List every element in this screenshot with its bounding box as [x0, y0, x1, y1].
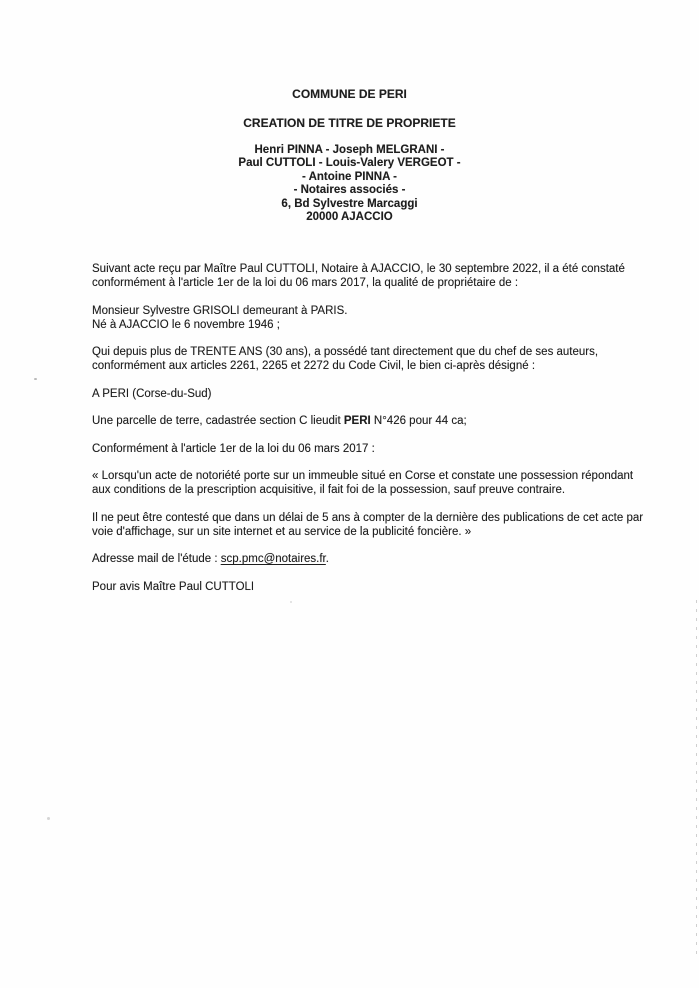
notary-office-block: [0, 144, 699, 224]
paragraph-proprietaire: [92, 305, 645, 333]
parcelle-text-before: Une parcelle de terre, cadastrée section C lieudit: [92, 415, 344, 428]
document-body: [92, 263, 645, 594]
scan-artifact-speck: [290, 601, 292, 603]
scan-artifact-edge-line: [696, 600, 697, 960]
notary-line: - Notaires associés -: [293, 184, 406, 197]
birth-line: Né à AJACCIO le 6 novembre 1946 ;: [92, 318, 280, 331]
paragraph-citation-2: Il ne peut être contesté que dans un délai de 5 ans à compter de la dernière des publications de cet acte par voie d'affichage, sur un site internet et au service de la publicité foncière. »: [92, 511, 644, 538]
scan-artifact-speck: [47, 817, 50, 820]
email-period: .: [325, 553, 329, 566]
paragraph-lieu: A PERI (Corse-du-Sud): [92, 387, 212, 400]
scan-artifact-speck: [34, 378, 37, 380]
paragraph-pour-avis: Pour avis Maître Paul CUTTOLI: [92, 580, 255, 593]
notary-city-line: 20000 AJACCIO: [306, 211, 393, 224]
owner-line: Monsieur Sylvestre GRISOLI demeurant à PARIS.: [92, 304, 348, 317]
document-header: [0, 0, 699, 224]
paragraph-acte-recu: Suivant acte reçu par Maître Paul CUTTOLI, Notaire à AJACCIO, le 30 septembre 2022, il a été constaté conformément à l'article 1er de la loi du 06 mars 2017, la qualité de propriétaire de :: [92, 263, 625, 290]
parcelle-lieudit: PERI: [343, 415, 371, 428]
document-title: CREATION DE TITRE DE PROPRIETE: [243, 115, 456, 130]
paragraph-possession: Qui depuis plus de TRENTE ANS (30 ans), a possédé tant directement que du chef de ses auteurs, conformément aux articles 2261, 2265 et 2272 du Code Civil, le bien ci-après désigné :: [92, 346, 599, 373]
paragraph-parcelle: [92, 415, 645, 429]
paragraph-citation-1: « Lorsqu'un acte de notoriété porte sur un immeuble situé en Corse et constate une possession répondant aux conditions de la prescription acquisitive, il fait foi de la possession, sauf preuve contraire.: [92, 470, 634, 497]
notary-address-line: 6, Bd Sylvestre Marcaggi: [281, 197, 418, 210]
email-link: scp.pmc@notaires.fr: [220, 553, 326, 566]
paragraph-email: [92, 553, 645, 567]
parcelle-text-after: N°426 pour 44 ca;: [370, 415, 467, 428]
commune-title: COMMUNE DE PERI: [292, 87, 407, 101]
notary-line: - Antoine PINNA -: [302, 170, 397, 183]
paragraph-conformement: Conformément à l'article 1er de la loi du 06 mars 2017 :: [92, 442, 375, 455]
email-label: Adresse mail de l'étude :: [92, 553, 221, 566]
notary-line: Henri PINNA - Joseph MELGRANI -: [254, 144, 445, 156]
notary-line: Paul CUTTOLI - Louis-Valery VERGEOT -: [238, 157, 461, 170]
